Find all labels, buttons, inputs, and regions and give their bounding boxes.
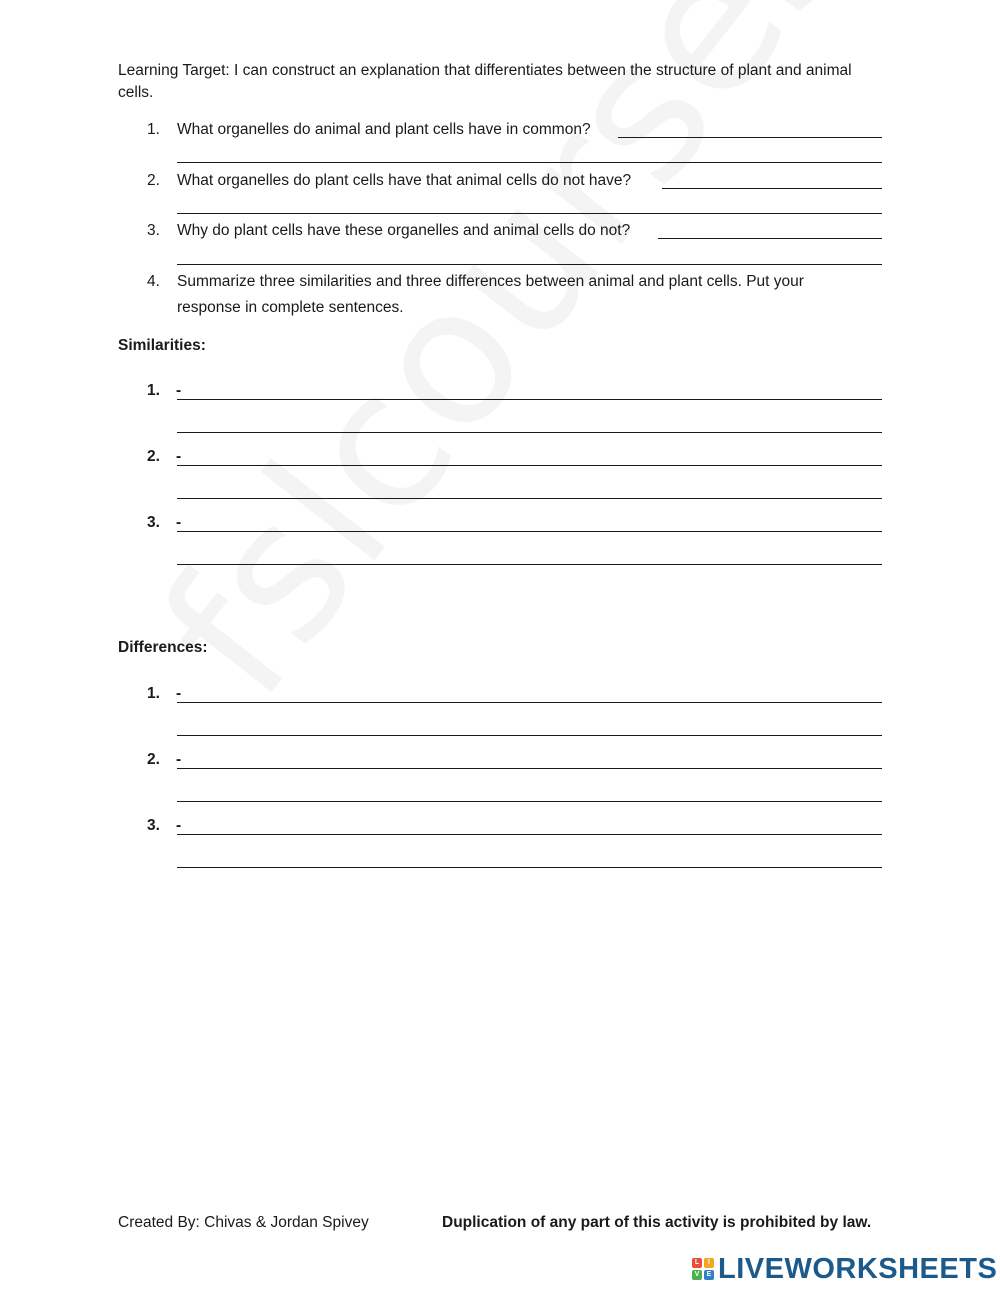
answer-line[interactable] xyxy=(177,162,882,163)
question-text: Why do plant cells have these organelles and animal cells do not? xyxy=(177,222,631,239)
item-dash: - xyxy=(176,817,182,834)
logo-block: E xyxy=(704,1270,714,1280)
answer-line[interactable] xyxy=(177,264,882,265)
similarities-heading: Similarities: xyxy=(118,337,206,354)
question-number: 2. xyxy=(147,172,160,189)
answer-line[interactable] xyxy=(177,702,882,703)
answer-line[interactable] xyxy=(177,801,882,802)
item-dash: - xyxy=(176,448,182,465)
difference-item-3 xyxy=(147,817,182,835)
logo-blocks-icon xyxy=(692,1258,714,1280)
footer-notice: Duplication of any part of this activity is prohibited by law. xyxy=(442,1214,872,1231)
similarity-item-3 xyxy=(147,514,182,532)
question-text: Summarize three similarities and three differences between animal and plant cells. Put your xyxy=(177,273,804,290)
item-number: 3. xyxy=(147,514,160,531)
question-text: What organelles do plant cells have that animal cells do not have? xyxy=(177,172,632,189)
liveworksheets-logo[interactable] xyxy=(692,1254,997,1284)
item-dash: - xyxy=(176,751,182,768)
logo-block: V xyxy=(692,1270,702,1280)
similarity-item-1 xyxy=(147,382,182,400)
answer-line[interactable] xyxy=(177,735,882,736)
answer-line[interactable] xyxy=(177,531,882,532)
logo-text: LIVEWORKSHEETS xyxy=(718,1252,998,1285)
item-dash: - xyxy=(176,514,182,531)
question-text-continued: response in complete sentences. xyxy=(177,299,404,316)
logo-block: L xyxy=(692,1258,702,1268)
answer-line[interactable] xyxy=(177,564,882,565)
item-dash: - xyxy=(176,382,182,399)
item-number: 3. xyxy=(147,817,160,834)
answer-line[interactable] xyxy=(177,768,882,769)
differences-heading: Differences: xyxy=(118,639,208,656)
question-number: 3. xyxy=(147,222,160,239)
learning-target: Learning Target: I can construct an explanation that differentiates between the structure of plant and animal cells. xyxy=(118,62,852,101)
answer-line[interactable] xyxy=(177,399,882,400)
question-number: 4. xyxy=(147,273,160,290)
answer-line[interactable] xyxy=(177,498,882,499)
answer-line[interactable] xyxy=(662,188,882,189)
answer-line[interactable] xyxy=(618,137,882,138)
difference-item-1 xyxy=(147,685,182,703)
question-number: 1. xyxy=(147,121,160,138)
footer-credit: Created By: Chivas & Jordan Spivey xyxy=(118,1214,369,1231)
difference-item-2 xyxy=(147,751,182,769)
logo-block: I xyxy=(704,1258,714,1268)
answer-line[interactable] xyxy=(177,834,882,835)
item-number: 1. xyxy=(147,685,160,702)
answer-line[interactable] xyxy=(177,213,882,214)
item-dash: - xyxy=(176,685,182,702)
answer-line[interactable] xyxy=(177,867,882,868)
item-number: 2. xyxy=(147,751,160,768)
item-number: 2. xyxy=(147,448,160,465)
answer-line[interactable] xyxy=(177,432,882,433)
answer-line[interactable] xyxy=(177,465,882,466)
answer-line[interactable] xyxy=(658,238,882,239)
watermark-text xyxy=(120,0,1000,736)
question-text: What organelles do animal and plant cells have in common? xyxy=(177,121,591,138)
similarity-item-2 xyxy=(147,448,182,466)
item-number: 1. xyxy=(147,382,160,399)
